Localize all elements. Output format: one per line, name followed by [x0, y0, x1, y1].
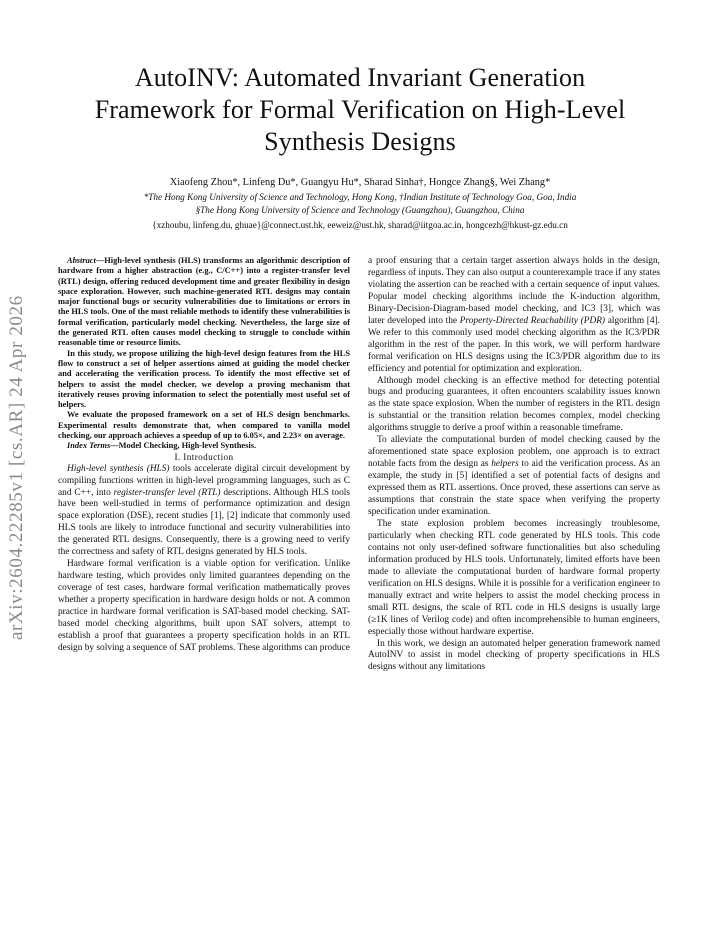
intro-p1-text-a: tools accelerate digital circuit development by compiling functions written in high-level programming languages, such as C and C++, into	[58, 463, 350, 498]
rtl-term: register-transfer level (RTL)	[113, 487, 221, 498]
index-terms-text: —Model Checking, High-level Synthesis.	[110, 441, 257, 451]
intro-paragraph-2: Hardware formal verification is a viable option for verification. Unlike hardware testing, which provides only limited guarantees depending on the coverage of test cases, hardware formal verification mathematically proves whether a property specification in hardware design holds or not. A common practice in hardware formal verification is SAT-based model checking. SAT-based model checking algorithms, built upon SAT solvers, attempt to establish a proof that guarantees a property specification holds in an RTL design by solving a sequence of SAT problems. These algorithms can produce	[58, 559, 350, 653]
right-p1-text-a: a proof ensuring that a certain target assertion always holds in the design, regardless of inputs. They can also output a counterexample trace if any states violating the assertion can be reached with a certain sequence of input values. Popular model checking algorithms include the K-induction algorithm, Binary-Decision-Diagram-based model checking, and IC3 [3], which was later developed into the	[368, 256, 660, 326]
right-p3-text-b: to aid the verification process. As an example, the study in [5] identified a set of potential facts of designs and expressed them as RTL assertions. Once proved, these assertions can serve as assumptions that constrain the state space when verifying the property specification under examination.	[368, 459, 661, 518]
pdr-term: Property-Directed Reachability (PDR)	[459, 315, 606, 326]
arxiv-stamp: arXiv:2604.22285v1 [cs.AR] 24 Apr 2026	[6, 295, 27, 640]
intro-p1-text-b: descriptions. Although HLS tools have been well-studied in terms of performance optimization and design space exploration (DSE), recent studies [1], [2] indicate that commonly used HLS tools are likely to introduce functional and security vulnerabilities into the generated RTL designs. Consequently, there is a growing need to verify the correctness and safety of RTL designs generated by HLS tools.	[58, 487, 350, 558]
hls-term: High-level synthesis (HLS)	[67, 463, 170, 474]
section-heading: I. Introduction	[174, 451, 234, 462]
right-column	[368, 256, 660, 674]
affiliation-2: §The Hong Kong University of Science and Technology (Guangzhou), Guangzhou, China	[195, 205, 525, 215]
right-p1-text-b: algorithm [4]. We refer to this commonly used model checking algorithm as the IC3/PDR algorithm in the rest of the paper. In this work, we will perform hardware formal verification on HLS designs using the IC3/PDR algorithm due to its efficiency and potential for optimization and exploration.	[368, 315, 661, 374]
right-paragraph-2: Although model checking is an effective method for detecting potential bugs and producing guarantees, it often encounters scalability issues known as the state space explosion. When the number of registers in the RTL design is substantial or the transition relation becomes complex, model checking algorithms struggle to derive a proof within a reasonable timeframe.	[368, 375, 660, 434]
intro-paragraph-1	[58, 464, 350, 560]
abstract-label: Abstract	[67, 256, 96, 265]
affiliation-1: *The Hong Kong University of Science and Technology, Hong Kong, †Indian Institute of Technology Goa, Goa, India	[143, 192, 577, 202]
right-p3-text-a: To alleviate the computational burden of model checking caused by the aforementioned state space explosion problem, one approach is to extract notable facts from the design as	[368, 435, 660, 470]
title-line-3: Synthesis Designs	[264, 127, 456, 156]
index-terms-label: Index Terms	[67, 441, 111, 451]
abstract-paragraph-1: —High-level synthesis (HLS) transforms an algorithmic description of hardware from a higher abstraction (e.g., C/C++) into a register-transfer level (RTL) design, offering reduced development time and greater flexibility in design space exploration. However, such machine-generated RTL designs may contain major functional bugs or security vulnerabilities due to limitations or errors in the HLS tools. One of the most reliable methods to identify these vulnerabilities is formal verification, particularly model checking. Nevertheless, the large size of the generated RTL often causes model checking to struggle to conclude within reasonable time or resource limits.	[58, 256, 350, 348]
right-paragraph-3	[368, 435, 660, 519]
left-column	[58, 256, 350, 655]
author-emails: {xzhoubu, linfeng.du, ghuae}@connect.ust.hk, eeweiz@ust.hk, sharad@iitgoa.ac.in, hongcezh@hkust-gz.edu.cn	[152, 220, 568, 230]
title-line-1: AutoINV: Automated Invariant Generation	[134, 63, 586, 92]
author-list: Xiaofeng Zhou*, Linfeng Du*, Guangyu Hu*, Sharad Sinha†, Hongce Zhang§, Wei Zhang*	[169, 177, 551, 188]
helpers-term: helpers	[491, 459, 519, 470]
affiliations	[40, 191, 680, 217]
index-terms	[58, 441, 350, 451]
abstract	[58, 256, 350, 441]
right-paragraph-4: The state explosion problem becomes increasingly troublesome, particularly when checking RTL code generated by HLS tools. This code contains not only user-defined software functionalities but also scheduling information produced by HLS tools. Unfortunately, limited efforts have been made to alleviate the computational burden of hardware formal property verification on HLS designs. While it is possible for a verification engineer to manually extract and write helpers to assist the model checking process in small RTL designs, the scale of RTL code in HLS designs is usually large (≥1K lines of Verilog code) and often incomprehensible to human engineers, especially those without hardware expertise.	[368, 518, 660, 637]
abstract-paragraph-2: In this study, we propose utilizing the high-level design features from the HLS flow to construct a set of helper assertions aimed at guiding the model checker and accelerating the verification process. To identify the most effective set of helpers to assist the model checker, we develop a proving mechanism that iteratively reuses proving information to select the potentially most useful set of helpers.	[58, 348, 350, 410]
right-paragraph-5: In this work, we design an automated helper generation framework named AutoINV to assist in model checking of property specifications in HLS designs without any limitations	[368, 638, 660, 673]
abstract-paragraph-3: We evaluate the proposed framework on a set of HLS design benchmarks. Experimental results demonstrate that, when compared to vanilla model checking, our approach achieves a speedup of up to 6.05×, and 2.23× on average.	[58, 410, 350, 441]
paper-title	[40, 62, 680, 158]
title-line-2: Framework for Formal Verification on High-Level	[94, 95, 626, 124]
right-paragraph-1	[368, 256, 660, 376]
